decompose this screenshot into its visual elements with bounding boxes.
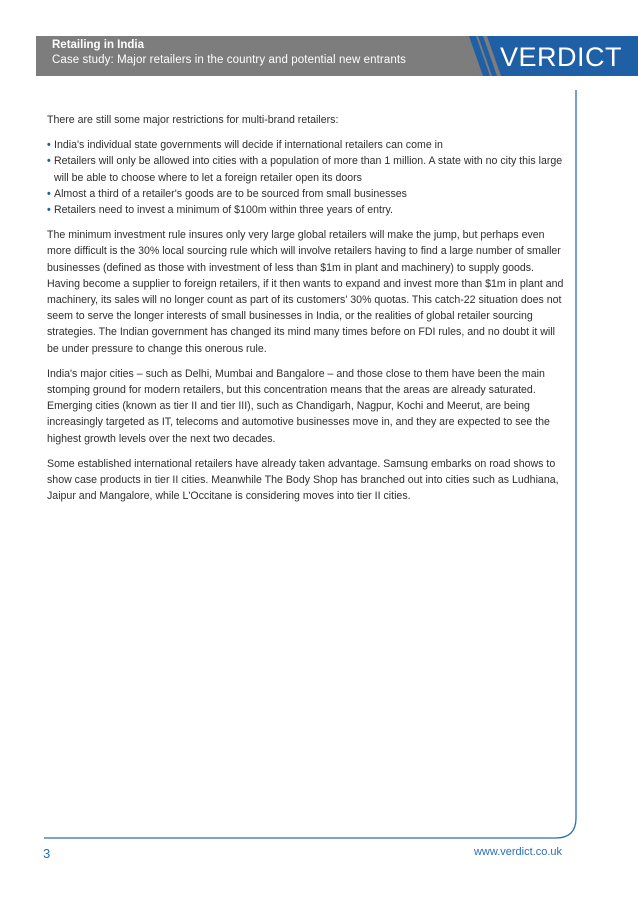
- list-item-text: Retailers need to invest a minimum of $100m within three years of entry.: [54, 204, 393, 217]
- bullet-icon: •: [47, 187, 51, 200]
- bullet-icon: •: [47, 204, 51, 217]
- website-link[interactable]: www.verdict.co.uk: [473, 846, 562, 858]
- body-paragraph: India's major cities – such as Delhi, Mumbai and Bangalore – and those close to them have been the main stomping ground for modern retailers, but this concentration means that the areas are already saturated. Emerging cities (known as tier II and tier III), such as Chandigarh, Nagpur, Kochi and Meerut, are being increasingly targeted as IT, telecoms and automotive businesses move in, and they are expected to see the highest growth levels over the next two decades.: [47, 367, 550, 445]
- article-body: [47, 112, 567, 513]
- intro-paragraph: There are still some major restrictions for multi-brand retailers:: [47, 114, 339, 126]
- brand-logo: VERDICT: [500, 42, 623, 72]
- list-item-text: Retailers will only be allowed into cities with a population of more than 1 million. A state with no city this large will be able to choose where to let a foreign retailer open its doors: [54, 155, 563, 184]
- list-item: [47, 186, 567, 202]
- page-number: 3: [43, 846, 51, 861]
- list-item: [47, 153, 567, 185]
- list-item: [47, 137, 567, 153]
- list-item-text: Almost a third of a retailer's goods are to be sourced from small businesses: [54, 187, 407, 200]
- restrictions-list: [47, 137, 567, 218]
- list-item-text: India's individual state governments will decide if international retailers can come in: [54, 139, 443, 152]
- bullet-icon: •: [47, 139, 51, 152]
- document-title: Retailing in India: [52, 39, 145, 51]
- document-subtitle: Case study: Major retailers in the country and potential new entrants: [52, 54, 406, 66]
- list-item: [47, 202, 567, 218]
- body-paragraph: The minimum investment rule insures only very large global retailers will make the jump, but perhaps even more difficult is the 30% local sourcing rule which will involve retailers having to find a large number of smaller businesses (defined as those with investment of less than $1m in plant and machinery) to supply goods. Having become a supplier to foreign retailers, if it then wants to expand and invest more than $1m in plant and machinery, its sales will no longer count as part of its customers' 30% quotas. This catch-22 situation does not seem to serve the longer interests of small businesses in India, or the realities of global retailer sourcing strategies. The Indian government has changed its mind many times before on FDI rules, and no doubt it will be under pressure to change this onerous rule.: [47, 229, 564, 355]
- body-paragraph: Some established international retailers have already taken advantage. Samsung embarks on road shows to show case products in tier II cities. Meanwhile The Body Shop has branched out into cities such as Ludhiana, Jaipur and Mangalore, while L'Occitane is considering moves into tier II cities.: [47, 457, 559, 503]
- bullet-icon: •: [47, 155, 51, 168]
